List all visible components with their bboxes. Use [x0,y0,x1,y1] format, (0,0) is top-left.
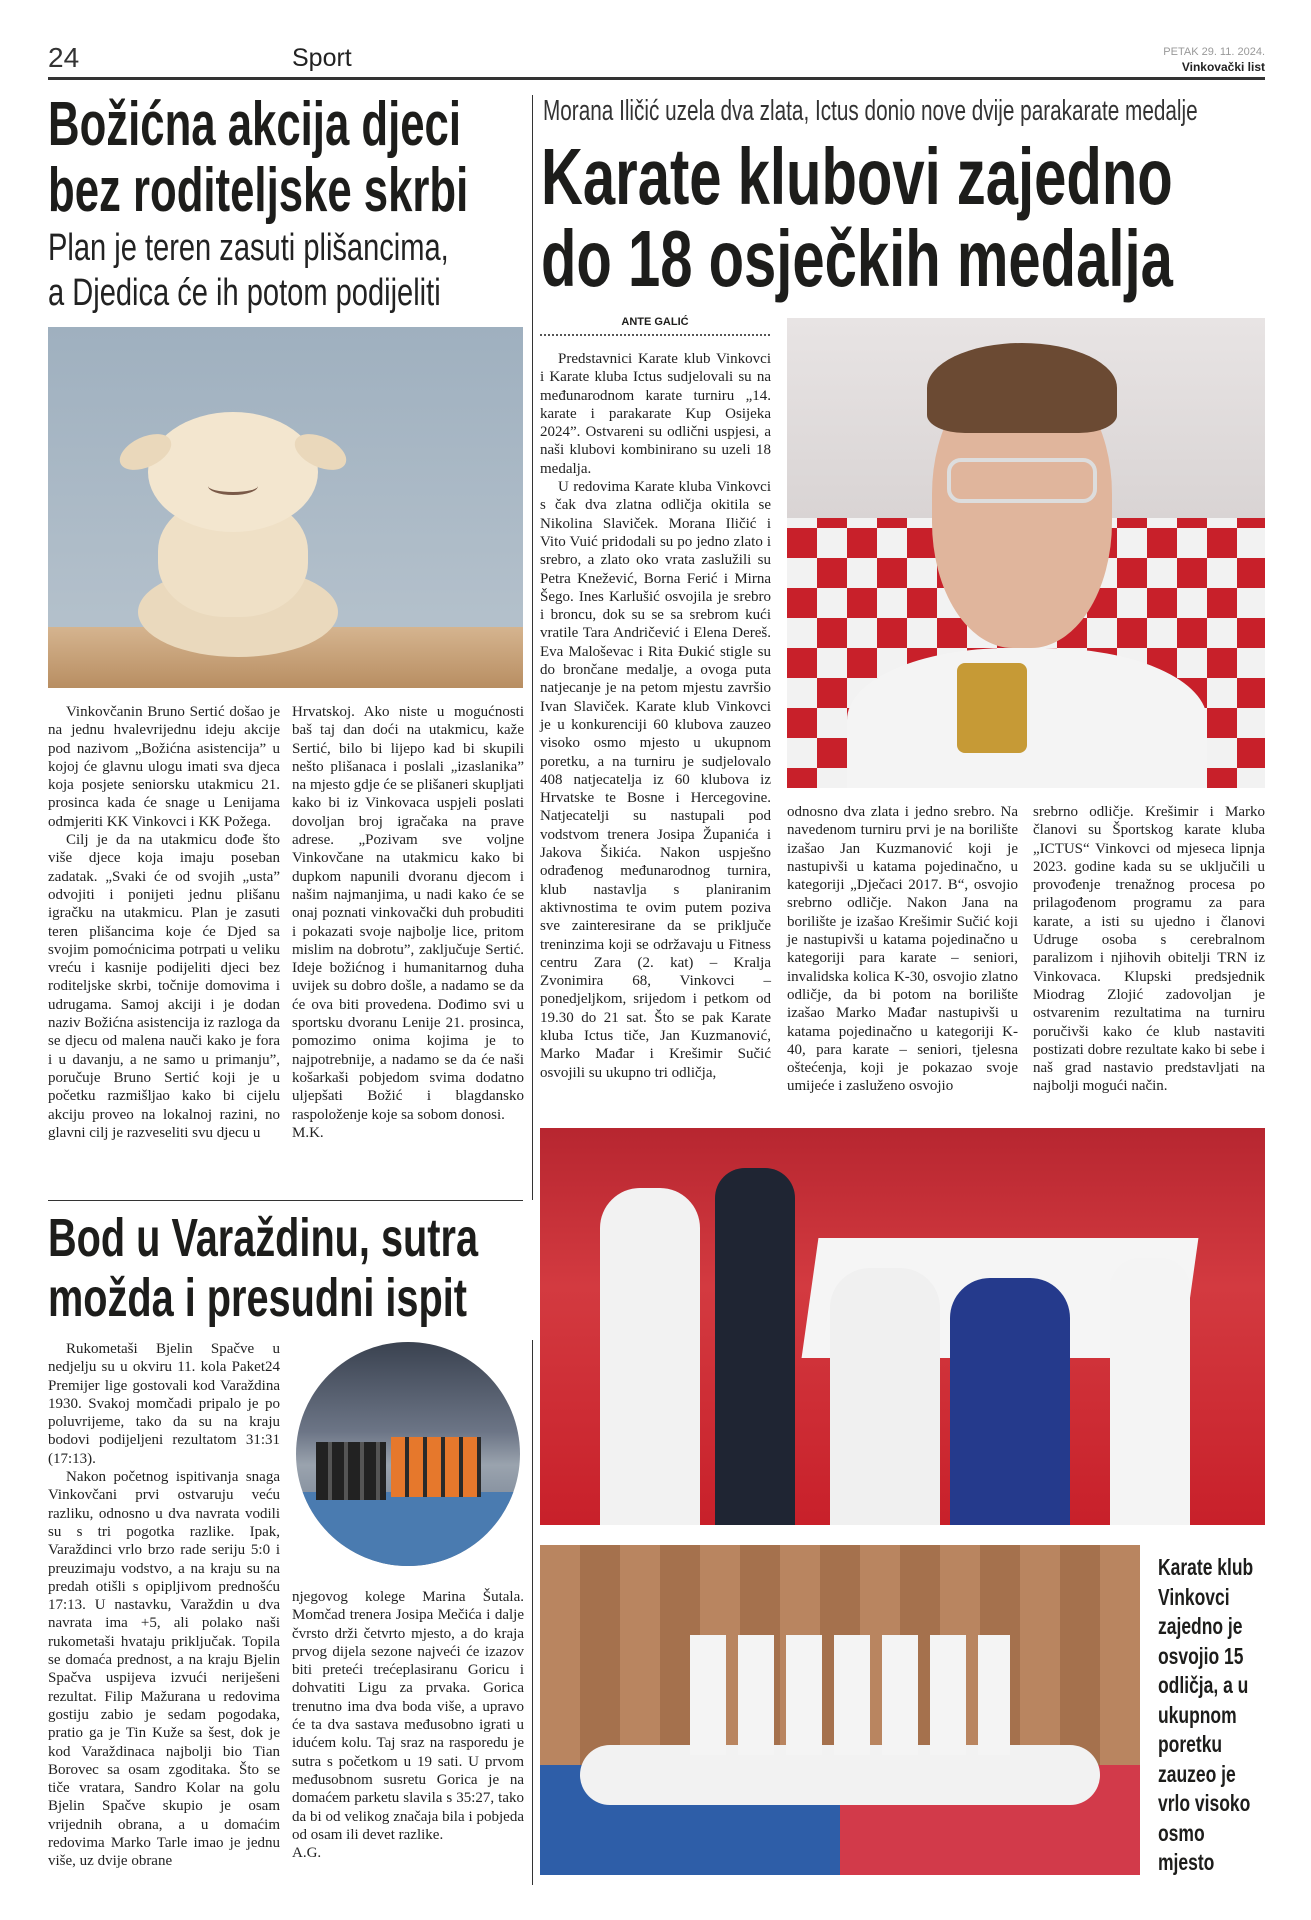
publication-name: Vinkovački list [1181,60,1265,74]
paragraph: Nakon početnog ispitivanja snaga Vinkovčani prvi ostvaruju veću razliku, odnosno u dva navrata vodili su s tri pogotka razlike. Ipak, Varaždinci vrlo brzo rade seriju 5:0 i preuzimaju vodstvo, a na kraju su na predah otišli s opipljivom prednošću 17:13. U nastavku, Varaždin u dva navrata ima +5, ali polako naši rukometaši hvataju priključak. Topila se domaća prednost, a na kraju Bjelin Spačva uspijeva izvući neriješeni rezultat. Filip Mažurana u redovima gostiju zabio je sedam pogodaka, pratio ga je Tin Kuže sa šest, dok je kod Varaždinaca najbolji bio Tian Borovec sa osam zgoditaka. Što se tiče vratara, Sandro Kolar na golu Bjelin Spačve skupio je osam vrijednih obrana, a u domaćim redovima Marko Tarle imao je jednu više, uz dvije obrane [48,1469,280,1870]
karate-kicker [543,94,1311,128]
headline-line: Božićna akcija djeci [48,90,462,159]
karate-club-group-photo [540,1545,1140,1875]
paragraph: srebrno odličje. Krešimir i Marko članovi su Športskog karate kluba „ICTUS“ Vinkovci od mjeseca lipnja 2023. godine kada su se uključili u provođenje trenažnog procesa po prilagođenom programu za para karate, a isti su ujedno i članovi Udruge osoba s cerebralnom paralizom i njihovih obitelji TRN iz Vinkovaca. Klupski predsjednik Miodrag Zlojić zadovoljan je ostvarenim rezultatima na turniru poručivši kako će klub nastaviti postizati dobre rezultate kako bi sebe i naš grad nastavio predstavljati na najbolji mogući način. [1033,804,1265,1095]
column-divider [532,1340,533,1885]
headline-line: Karate klubovi zajedno [541,132,1173,221]
author-signature: A.G. [292,1845,322,1862]
christmas-headline [48,92,528,224]
headline-line: možda i presudni ispit [48,1268,467,1328]
caption-line: zajedno je [1158,1613,1243,1639]
karate-headline [541,132,1311,303]
caption-line: Vinkovci [1158,1583,1230,1610]
christmas-col1 [48,703,280,1142]
caption-line: odličja, a u [1158,1672,1249,1698]
caption-line: zauzeo je [1158,1760,1236,1787]
caption-line: poretku [1158,1731,1223,1757]
byline-dotted-rule [540,334,770,336]
page-number: 24 [48,42,80,73]
paragraph: U redovima Karate kluba Vinkovci s čak dva zlatna odličja okitila se Nikolina Slaviček. Morana Iličić i Vito Vuić pridodali su po jedno zlato i srebro, a zlato oko vrata zaslužili su Petra Knežević, Borna Ferić i Mirna Šego. Ines Karlušić osvojila je srebro i broncu, dok su se sa srebrom kući vratile Tara Andričević i Elena Dereš. Eva Maloševac i Rita Đukić stigle su do brončane medalje, a ovoga puta natjecanje je na petom mjestu završio Ivan Slaviček. Karate klub Vinkovci je u konkurenciji 60 klubova zauzeo visoko osmo mjesto u ukupnom poretku, a na turniru je sudjelovalo 408 natjecatelja iz 60 klubova iz Hrvatske te Bosne i Hercegovine. Natjecatelji su nastupali pod vodstvom trenera Josipa Županića i Jakova Šikića. Nakon uspješno odrađenog međunarodnog turnira, klub nastavlja s planiranim aktivnostima te ovim putem poziva sve zainteresirane da se priključe treninzima koji se održavaju u Fitness centru Zara (2. kat) – Kralja Zvonimira 68, Vinkovci – ponedjeljkom, srijedom i petkom od 19.30 do 21 sat. Što se pak Karate kluba Ictus tiče, Jan Kuzmanović, Marko Mađar i Krešimir Sučić osvojili su ukupno tri odličja, [540,479,771,1081]
headline-line: bez roditeljske skrbi [48,156,469,225]
byline: ANTE GALIĆ [621,316,689,328]
header-rule [48,77,1265,80]
subhead-line: Plan je teren zasuti plišancima, [48,227,449,269]
handball-col2 [292,1588,524,1862]
plush-lamb-photo [48,327,523,688]
karate-col1 [540,350,771,1082]
kicker-text: Morana Iličić uzela dva zlata, Ictus donio nove dvije parakarate medalje [543,95,1198,127]
medalist-portrait-photo [787,318,1265,788]
paragraph: njegovog kolege Marina Šutala. Momčad trenera Josipa Mečića i dalje čvrsto drži četvrto mjesto, a do kraja prvog dijela sezone najveći će izazov biti preteći trećeplasiranu Goricu i dohvatiti Ligu za prvaka. Gorica trenutno ima dva boda više, a upravo će ta dva sastava međusobno igrati u idućem kolu. Taj sraz na rasporedu je sutra s početkom u 19 sati. U prvom međusobnom susretu Gorica je na domaćem parketu slavila s 35:27, tako da bi od velikog značaja bila i pobjeda od osam ili devet razlike. [292,1589,524,1843]
karate-col2 [787,803,1018,1096]
section-divider [48,1200,523,1201]
christmas-col2 [292,703,524,1142]
paragraph: Rukometaši Bjelin Spačve u nedjelju su u okviru 11. kola Paket24 Premijer lige gostovali kod Varaždina 1930. Svakoj momčadi pripalo je po poluvrijeme, tako da su na kraju bodovi podijeljeni rezultatom 31:31 (17:13). [48,1341,280,1467]
caption-line: osmo [1158,1819,1205,1846]
caption-line: osvojio 15 [1158,1642,1244,1669]
ictus-group-photo [540,1128,1265,1525]
paragraph: Vinkovčanin Bruno Sertić došao je na jednu hvalevrijednu ideju akcije pod nazivom „Božićna asistencija” u kojoj će glavnu ulogu imati sva djeca koja posjete seniorsku utakmicu 21. prosinca kada će snage u Lenijama odmjeriti KK Vinkovci i KK Požega. [48,704,280,830]
section-title: Sport [292,44,352,72]
christmas-subhead [48,226,572,316]
caption-line: ukupnom [1158,1701,1237,1728]
headline-line: do 18 osječkih medalja [541,214,1173,303]
caption-line: Karate klub [1158,1554,1254,1580]
issue-date: PETAK 29. 11. 2024. [1163,46,1265,58]
paragraph: Cilj je da na utakmicu dođe što više djece koja imaju poseban zadatak. „Svaki će od svojih „usta” odvojiti i ponijeti jednu plišanu igračku na utakmicu. Plan je zasuti teren plišancima koje će Djed sa svojim pomoćnicima potrpati u veliku vreću i kasnije podijeliti djeci bez roditeljske skrbi, točnije domovima i udrugama. Samoj akciji i je dodan naziv Božićna asistencija iz razloga da se djecu od malena nauči kako je fora i u davanju, a ne samo u primanju”, poručuje Bruno Sertić koji je u početku razmišljao kako bi cijelu akciju proveo na lokalnoj razini, no glavni cilj je razveseliti svu djecu u [48,832,280,1141]
caption-line: mjesto [1158,1849,1215,1875]
paragraph: Predstavnici Karate klub Vinkovci i Karate kluba Ictus sudjelovali su na međunarodnom karate turniru „14. karate i parakarate Kup Osijeka 2024”. Ostvareni su odlični uspjesi, a naši klubovi kombinirano su uzeli 18 medalja. [540,351,771,477]
karate-photo-caption [1158,1553,1283,1878]
subhead-line: a Djedica će ih potom podijeliti [48,272,441,314]
column-divider [532,95,533,1200]
paragraph: Hrvatskoj. Ako niste u mogućnosti baš taj dan doći na utakmicu, kaže Sertić, bilo bi lijepo kad bi skupili nešto plišanaca i poslali „izaslanika” na mjesto gdje će se plišaneri skupljati kako bi iz Vinkovaca uspjeli poslati dovoljan broj igračaka na prave adrese. „Pozivam sve voljne Vinkovčane na utakmicu kako bi dupkom napunili dvoranu djecom i našim najmanjima, u nadi kako će se onaj poznati vinkovački duh probuditi i pokazati svoje najbolje lice, pritom mislim na dobrotu”, zaključuje Sertić. Ideje božićnog i humanitarnog duha uvijek su dobro došle, a nadamo se da će ova biti provedena. Dođimo svi u sportsku dvoranu Lenije 21. prosinca, pomozimo onima kojima je to najpotrebnije, a nadamo se da će naši košarkaši pobjedom svima dodatno uljepšati Božić i blagdansko raspoloženje koje sa sobom donosi. [292,704,524,1123]
caption-line: vrlo visoko [1158,1790,1251,1816]
paragraph: odnosno dva zlata i jedno srebro. Na navedenom turniru prvi je na borilište izašao Jan Kuzmanović koji je nastupivši u katama pojedinačno, u kategoriji „Dječaci 2017. B“, osvojio srebrno odličje. Nakon Jana na borilište je izašao Krešimir Sučić koji je nastupivši u katama pojedinačno u kategoriji para karate – seniori, invalidska kolica K-30, osvojio zlatno odličje, da bi potom na borilište izašao Marko Mađar nastupivši u katama pojedinačno u kategoriji K-40, para karate – seniori, tjelesna oštećenja, koji je pokazao svoje umijeće i zasluženo osvojio [787,804,1018,1095]
handball-col1 [48,1340,280,1871]
karate-col3 [1033,803,1265,1096]
author-signature: M.K. [292,1124,324,1141]
handball-team-photo [296,1342,520,1566]
headline-line: Bod u Varaždinu, sutra [48,1208,479,1268]
